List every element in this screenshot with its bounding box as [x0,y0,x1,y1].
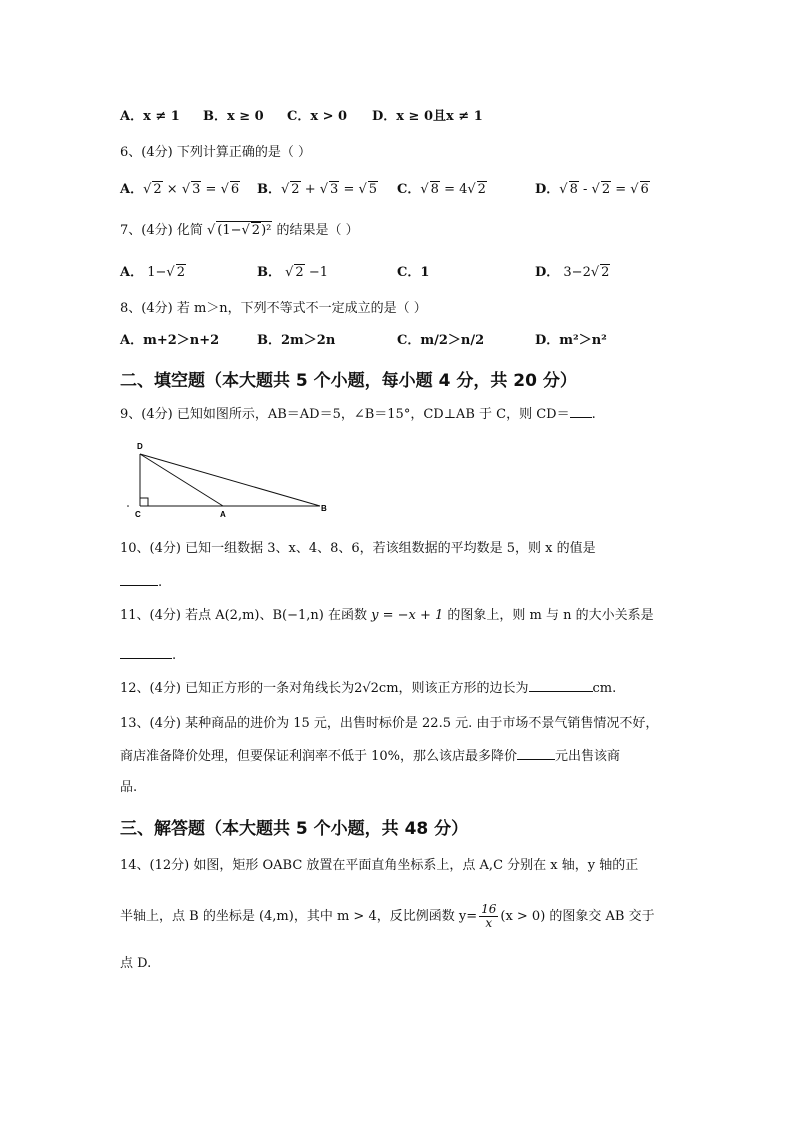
q14-fraction [479,903,498,930]
q12-stem [120,680,616,698]
q9-answer-blank[interactable] [570,417,592,418]
q11-function: y = −x + 1 [371,608,444,623]
q5-option-d: D．x ≥ 0且x ≠ 1 [372,109,483,124]
q10-stem: 10、(4分) 已知一组数据 3、x、4、8、6，若该组数据的平均数是 5，则 x 的值是 [120,541,596,556]
q7-stem: 7、(4分) 化简 √ (1−√ 2)² 的结果是（ ） [120,223,359,238]
q13-line-3: 品. [120,780,138,795]
q8-option-b: B．2m＞2n [257,333,336,348]
q9-stem-text: 9、(4分) 已知如图所示，AB＝AD＝5，∠B＝15°，CD⊥AB 于 C，则 CD＝ [120,407,570,422]
q9-label-a: A [220,510,226,519]
q13-line-2a: 商店准备降价处理，但要保证利润率不低于 10%，那么该店最多降价 [120,749,518,764]
q6-option-a: A．√ 2 × √ 3 = √ 6 [120,182,240,197]
q11-stem-a: 11、(4分) 若点 A(2,m)、B(−1,n) 在函数 [120,608,367,623]
q13-line-1: 13、(4分) 某种商品的进价为 15 元，出售时标价是 22.5 元. 由于市场不景气销售情况不好， [120,716,659,731]
q14-frac-den: x [485,916,493,930]
q6-d-label: D． [535,182,560,197]
q7-d-label: D． [535,265,560,280]
q7-option-d: D． 3−2√ 2 [535,265,610,280]
q11-end: . [172,648,177,663]
q14-frac-num: 16 [481,902,497,916]
q9-end: . [591,407,596,422]
q8-option-a: A．m+2＞n+2 [120,333,220,348]
q12-stem-a: 12、(4分) 已知正方形的一条对角线长为 [120,681,355,696]
q12-value: 2√2 [354,681,379,696]
q5-option-b: B．x ≥ 0 [203,109,264,124]
q6-b-label: B． [257,182,281,197]
q12-stem-b: cm，则该正方形的边长为 [378,681,529,696]
q6-option-c: C．√ 8 = 4√ 2 [397,182,486,197]
q7-b-label: B． [257,265,281,280]
q14-line-2a: 半轴上，点 B 的坐标是 (4,m)，其中 m > 4，反比例函数 y= [120,909,478,924]
q5-option-c: C．x > 0 [287,109,348,124]
q8-option-c: C．m/2＞n/2 [397,333,485,348]
q9-stem [120,406,596,424]
q7-a-label: A． [120,265,144,280]
q11-answer-blank[interactable] [120,658,172,659]
q13-line-2b: 元出售该商 [555,749,621,764]
q7-option-c: C．1 [397,265,430,280]
q6-c-label: C． [397,182,421,197]
q14-line-3: 点 D. [120,956,152,971]
q12-answer-blank[interactable] [529,691,593,692]
q8-option-d: D．m²＞n² [535,333,607,348]
q10-answer-line [120,574,162,592]
q14-line-2 [120,903,655,930]
q5-option-a: A．x ≠ 1 [120,109,180,124]
q7-stem-b: 的结果是（ ） [276,223,359,238]
q9-triangle-figure [120,436,340,520]
q6-option-d: D．√ 8 - √ 2 = √ 6 [535,182,649,197]
q12-end: cm. [592,681,617,696]
q7-stem-a: 7、(4分) 化简 [120,223,203,238]
q9-label-c: C [135,510,141,519]
q13-line-2 [120,748,620,766]
q10-end: . [158,575,163,590]
q14-line-2b: (x > 0) 的图象交 AB 交于 [500,909,655,924]
q6-a-label: A． [120,182,144,197]
section-2-heading: 二、填空题（本大题共 5 个小题，每小题 4 分，共 20 分） [120,371,577,391]
q11-stem-b: 的图象上，则 m 与 n 的大小关系是 [447,608,654,623]
q8-stem: 8、(4分) 若 m＞n，下列不等式不一定成立的是（ ） [120,301,427,316]
q10-answer-blank[interactable] [120,585,158,586]
q11-answer-line [120,647,176,665]
q6-stem: 6、(4分) 下列计算正确的是（ ） [120,145,311,160]
q13-answer-blank[interactable] [517,759,555,760]
q9-label-b: B [321,504,327,513]
q6-option-b: B．√ 2 + √ 3 = √ 5 [257,182,378,197]
q14-line-1: 14、(12分) 如图，矩形 OABC 放置在平面直角坐标系上，点 A,C 分别在 x 轴，y 轴的正 [120,858,639,873]
section-3-heading: 三、解答题（本大题共 5 个小题，共 48 分） [120,819,469,839]
q7-option-b: B． √ 2 −1 [257,265,328,280]
q7-option-a: A． 1−√ 2 [120,265,185,280]
q9-label-d: D [137,442,143,451]
q11-stem [120,607,654,625]
